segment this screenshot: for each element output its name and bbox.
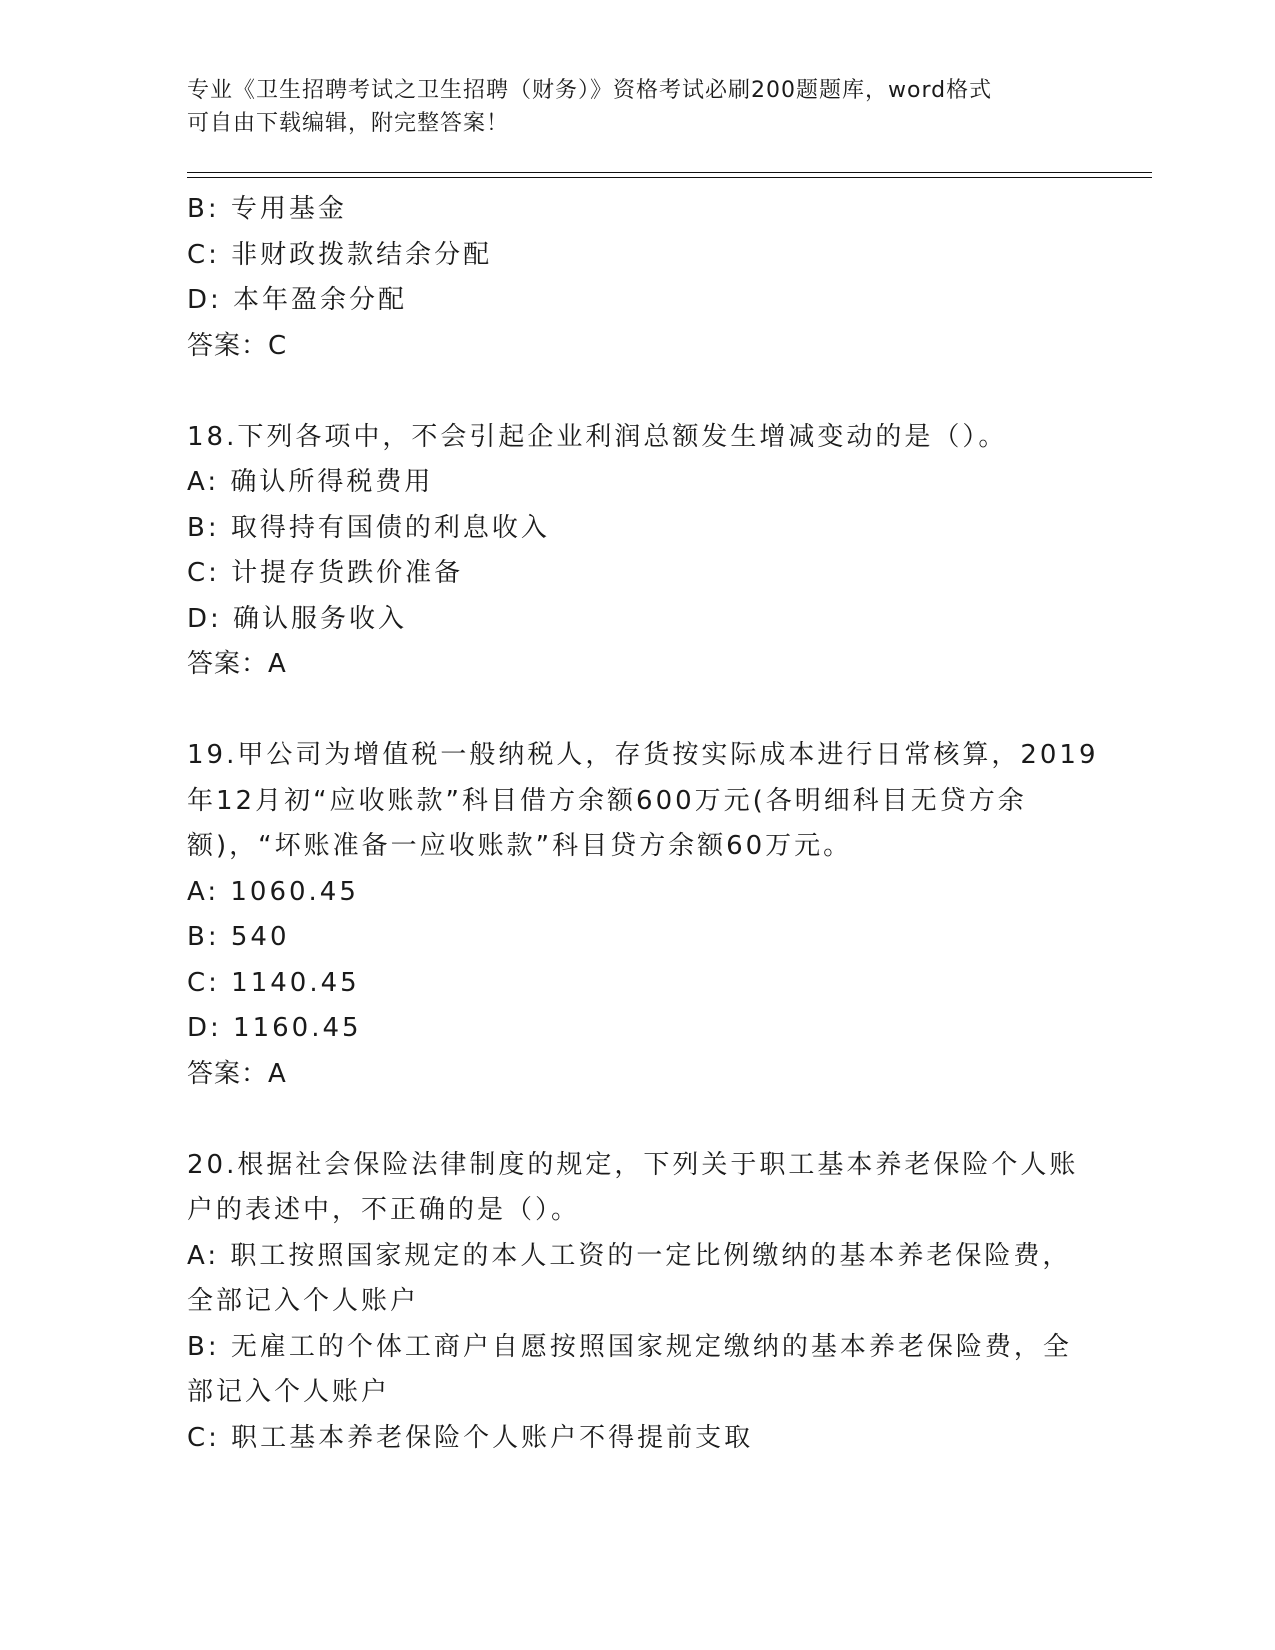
answer-line: 答案：A [187, 649, 287, 679]
option-b-line-1: B: 无雇工的个体工商户自愿按照国家规定缴纳的基本养老保险费，全 [187, 1331, 1072, 1362]
question-block-17 [187, 187, 1087, 369]
option-c: C: 计提存货跌价准备 [187, 558, 464, 588]
answer-line: 答案：C [187, 330, 288, 361]
question-block-18 [187, 415, 1087, 688]
page-header [187, 74, 1067, 140]
option-b: B: 取得持有国债的利息收入 [187, 512, 550, 543]
option-c: C: 职工基本养老保险个人账户不得提前支取 [187, 1422, 754, 1453]
option-a-line-1: A: 职工按照国家规定的本人工资的一定比例缴纳的基本养老保险费， [187, 1240, 1072, 1271]
option-d: D: 本年盈余分配 [187, 285, 408, 315]
question-block-20 [187, 1143, 1087, 1462]
option-d: D: 1160.45 [187, 1013, 362, 1043]
question-text-line-2: 户的表述中，不正确的是（）。 [187, 1195, 581, 1225]
option-a-line-2: 全部记入个人账户 [187, 1286, 420, 1316]
option-b-line-2: 部记入个人账户 [187, 1377, 391, 1407]
question-text-line-1: 20.根据社会保险法律制度的规定，下列关于职工基本养老保险个人账 [187, 1149, 1079, 1180]
question-text-line-2: 年12月初“应收账款”科目借方余额600万元(各明细科目无贷方余 [187, 785, 1027, 816]
option-d: D: 确认服务收入 [187, 603, 408, 634]
header-title-line-2: 可自由下载编辑，附完整答案！ [187, 111, 510, 136]
option-c: C: 非财政拨款结余分配 [187, 239, 493, 270]
header-title-line-1: 专业《卫生招聘考试之卫生招聘（财务）》资格考试必刷200题题库，word格式 [187, 78, 993, 103]
header-divider-bottom [187, 177, 1152, 178]
header-divider-top [187, 172, 1152, 173]
question-text: 18.下列各项中，不会引起企业利润总额发生增减变动的是（）。 [187, 421, 1008, 452]
question-text-line-1: 19.甲公司为增值税一般纳税人，存货按实际成本进行日常核算，2019 [187, 740, 1099, 770]
option-a: A: 确认所得税费用 [187, 467, 434, 497]
option-b: B: 540 [187, 922, 290, 952]
exam-content [187, 187, 1099, 1461]
option-a: A: 1060.45 [187, 876, 359, 907]
answer-line: 答案：A [187, 1058, 287, 1089]
question-text-line-3: 额)，“坏账准备一应收账款”科目贷方余额60万元。 [187, 831, 853, 861]
question-block-19 [187, 733, 1099, 1097]
option-c: C: 1140.45 [187, 967, 360, 998]
option-b: B: 专用基金 [187, 194, 347, 224]
